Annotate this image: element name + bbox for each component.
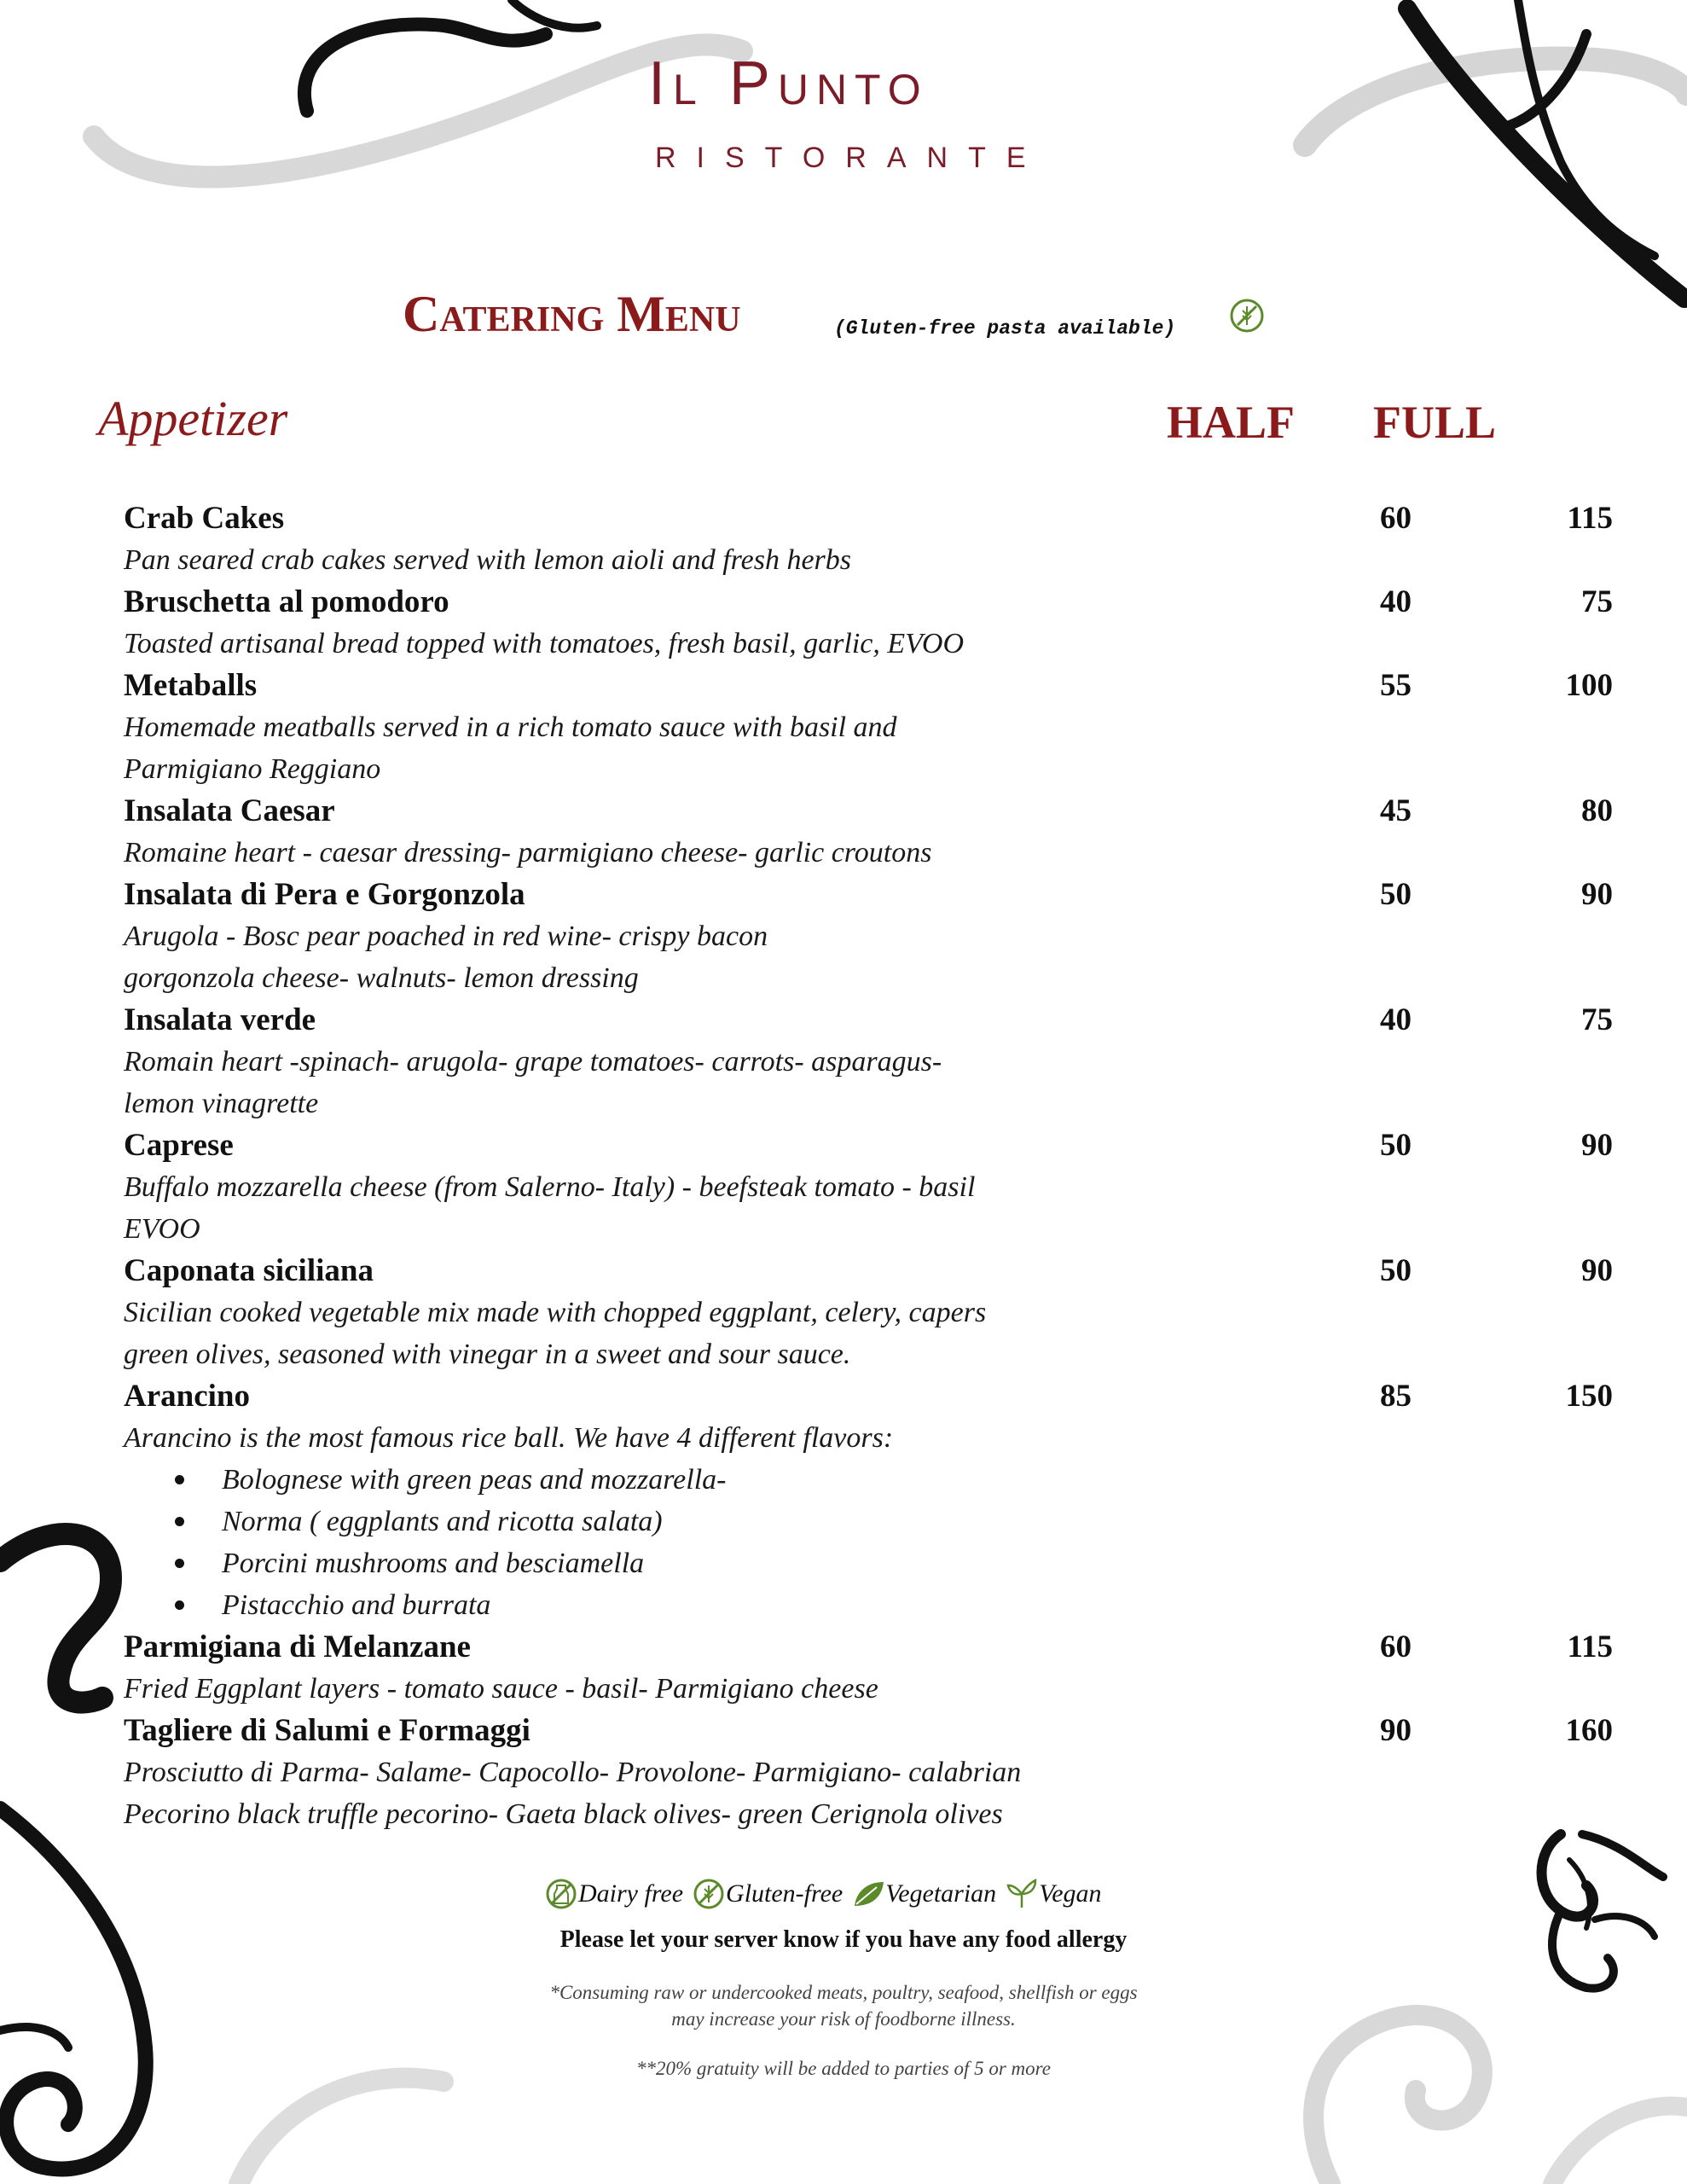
legend-item: [1005, 1875, 1106, 1913]
menu-item-row: [124, 581, 1613, 623]
menu-item-row: [124, 1710, 1613, 1751]
menu-item: [124, 1124, 1613, 1250]
menu-items: [124, 497, 1613, 1835]
gluten-free-icon: [1228, 297, 1266, 334]
menu-item-row: [124, 999, 1613, 1041]
flavor-list-item: [124, 1584, 1505, 1626]
item-description: Buffalo mozzarella cheese (from Salerno- Italy) - beefsteak tomato - basil: [124, 1171, 976, 1203]
menu-item: [124, 665, 1613, 790]
leaf-icon: [851, 1875, 885, 1913]
item-full-price: 75: [1581, 584, 1613, 619]
menu-item: [124, 999, 1613, 1124]
legend-label: Dairy free: [578, 1879, 684, 1908]
item-name: Crab Cakes: [124, 501, 285, 536]
item-half-price: 50: [1380, 877, 1412, 912]
menu-item-row: [124, 1124, 1613, 1166]
item-half-price: 85: [1380, 1379, 1412, 1414]
item-description: green olives, seasoned with vinegar in a sweet and sour sauce.: [124, 1339, 851, 1370]
food-safety-disclaimer: [0, 1979, 1687, 2032]
menu-item-row: [124, 1250, 1613, 1292]
item-half-price: 40: [1380, 1002, 1412, 1037]
menu-item: [124, 790, 1613, 874]
item-name: Metaballs: [124, 668, 258, 703]
menu-item: [124, 1250, 1613, 1375]
item-description: gorgonzola cheese- walnuts- lemon dressing: [124, 962, 639, 994]
menu-item-row: [124, 874, 1613, 915]
menu-item-row: [124, 1626, 1613, 1668]
item-name: Insalata Caesar: [124, 793, 335, 828]
bottom-right-gray-swirl: [1313, 2015, 1482, 2184]
item-full-price: 100: [1565, 668, 1613, 703]
item-full-price: 150: [1565, 1379, 1613, 1414]
item-full-price: 80: [1581, 793, 1613, 828]
top-left-gray-swirl: [94, 44, 742, 177]
legend-item: [851, 1875, 1001, 1913]
flavor-list-item: [124, 1501, 1505, 1542]
item-description: Fried Eggplant layers - tomato sauce - basil- Parmigiano cheese: [124, 1673, 878, 1705]
item-description: Parmigiano Reggiano: [124, 753, 381, 785]
item-name: Bruschetta al pomodoro: [124, 584, 449, 619]
item-description: Prosciutto di Parma- Salame- Capocollo- Provolone- Parmigiano- calabrian: [124, 1757, 1022, 1788]
item-description: Sicilian cooked vegetable mix made with chopped eggplant, celery, capers: [124, 1297, 987, 1328]
flavor-label: Pistacchio and burrata: [222, 1589, 491, 1621]
item-description: EVOO: [124, 1213, 200, 1245]
menu-item: [124, 1375, 1613, 1626]
bottom-left-gray-swirl: [239, 2078, 443, 2184]
section-heading: Appetizer: [98, 391, 288, 446]
menu-item-row: [124, 665, 1613, 706]
item-description: Arugola - Bosc pear poached in red wine- crispy bacon: [124, 921, 768, 952]
half-column-header: HALF: [1167, 397, 1296, 448]
disclaimer-line: *Consuming raw or undercooked meats, poultry, seafood, shellfish or eggs: [549, 1982, 1138, 2003]
menu-item-row: [124, 1375, 1613, 1417]
legend-label: Vegetarian: [885, 1879, 997, 1908]
item-half-price: 45: [1380, 793, 1412, 828]
top-right-gray-swirl: [1305, 58, 1687, 145]
gluten-free-note: (Gluten-free pasta available): [834, 317, 1176, 340]
top-left-black-swirl: [304, 24, 546, 111]
item-name: Arancino: [124, 1379, 250, 1414]
vegan-sprout-icon: [1005, 1875, 1039, 1913]
bullet-icon: [175, 1559, 184, 1568]
item-full-price: 115: [1567, 1629, 1613, 1664]
gratuity-note: **20% gratuity will be added to parties of 5 or more: [636, 2058, 1051, 2079]
menu-item: [124, 1626, 1613, 1710]
bullet-icon: [175, 1475, 184, 1484]
menu-item: [124, 497, 1613, 581]
menu-item: [124, 1710, 1613, 1835]
restaurant-name: Il Punto: [648, 49, 929, 118]
item-description: Toasted artisanal bread topped with tomatoes, fresh basil, garlic, EVOO: [124, 628, 965, 659]
page-title: Catering Menu: [403, 286, 741, 342]
item-description: Pan seared crab cakes served with lemon aioli and fresh herbs: [124, 544, 852, 576]
item-description: Pecorino black truffle pecorino- Gaeta black olives- green Cerignola olives: [124, 1798, 1003, 1830]
item-half-price: 90: [1380, 1713, 1412, 1748]
legend-label: Gluten-free: [726, 1879, 844, 1908]
restaurant-subtitle: RISTORANTE: [655, 142, 1046, 174]
item-full-price: 75: [1581, 1002, 1613, 1037]
left-black-swirl: [0, 1534, 111, 1703]
item-half-price: 40: [1380, 584, 1412, 619]
item-name: Insalata di Pera e Gorgonzola: [124, 877, 525, 912]
bullet-icon: [175, 1600, 184, 1610]
item-full-price: 115: [1567, 501, 1613, 536]
item-half-price: 60: [1380, 501, 1412, 536]
flavor-label: Porcini mushrooms and besciamella: [222, 1548, 645, 1579]
bottom-right-ornament: [1542, 1834, 1664, 1989]
item-description: Romaine heart - caesar dressing- parmigiano cheese- garlic croutons: [124, 837, 932, 868]
menu-item-row: [124, 790, 1613, 832]
item-description: Arancino is the most famous rice ball. We have 4 different flavors:: [124, 1422, 894, 1454]
item-full-price: 90: [1581, 1128, 1613, 1163]
flavor-label: Norma ( eggplants and ricotta salata): [222, 1506, 663, 1537]
bullet-icon: [175, 1517, 184, 1526]
top-right-black-swirl: [1407, 9, 1684, 299]
item-full-price: 160: [1565, 1713, 1613, 1748]
item-half-price: 50: [1380, 1253, 1412, 1288]
dairy-free-icon: [544, 1875, 578, 1913]
legend-item: [544, 1875, 688, 1913]
menu-item-row: [124, 497, 1613, 539]
item-half-price: 50: [1380, 1128, 1412, 1163]
item-half-price: 55: [1380, 668, 1412, 703]
item-full-price: 90: [1581, 1253, 1613, 1288]
gluten-free-icon: [692, 1875, 726, 1913]
allergy-notice: Please let your server know if you have any food allergy: [559, 1926, 1128, 1953]
menu-item: [124, 581, 1613, 665]
diet-legend: [544, 1875, 1110, 1916]
legend-label: Vegan: [1039, 1879, 1102, 1908]
item-name: Insalata verde: [124, 1002, 316, 1037]
item-name: Tagliere di Salumi e Formaggi: [124, 1713, 530, 1748]
flavor-label: Bolognese with green peas and mozzarella-: [222, 1464, 727, 1496]
item-description: Homemade meatballs served in a rich tomato sauce with basil and: [124, 712, 897, 743]
item-name: Parmigiana di Melanzane: [124, 1629, 471, 1664]
flavor-list-item: [124, 1459, 1505, 1501]
item-half-price: 60: [1380, 1629, 1412, 1664]
item-description: lemon vinagrette: [124, 1088, 319, 1119]
item-name: Caprese: [124, 1128, 234, 1163]
disclaimer-line: may increase your risk of foodborne illness.: [671, 2008, 1016, 2030]
full-column-header: FULL: [1373, 397, 1497, 448]
flavor-list-item: [124, 1542, 1505, 1584]
item-full-price: 90: [1581, 877, 1613, 912]
item-description: Romain heart -spinach- arugola- grape tomatoes- carrots- asparagus-: [124, 1046, 942, 1077]
legend-item: [692, 1875, 848, 1913]
menu-item: [124, 874, 1613, 999]
item-name: Caponata siciliana: [124, 1253, 374, 1288]
